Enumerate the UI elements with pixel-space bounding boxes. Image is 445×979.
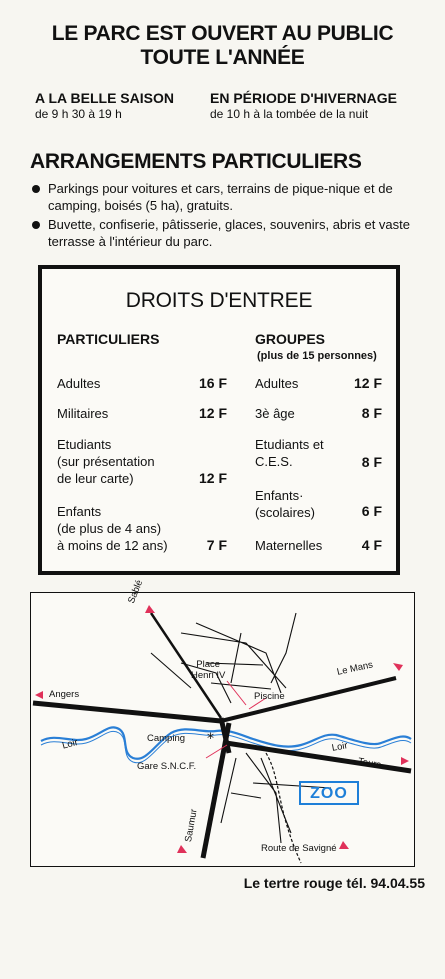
arrow-route-icon [339, 841, 349, 849]
list-item: Buvette, confiserie, pâtisserie, glaces, souvenirs, abris et vaste terrasse à l'intérieur du parc. [30, 216, 430, 250]
groupes-label-3e-age: 3è âge [255, 406, 295, 421]
arrow-saumur-icon [177, 845, 187, 853]
access-map [30, 578, 415, 867]
particuliers-price-adultes: 16 F [198, 375, 227, 391]
particuliers-price-militaires: 12 F [198, 405, 227, 421]
groupes-label-adultes: Adultes [255, 376, 299, 391]
map-label-sable: Sablé [126, 578, 146, 606]
groupes-price-etudiants: 8 F [361, 454, 382, 470]
headline-line-2: TOUTE L'ANNÉE [140, 46, 305, 69]
groupes-label-maternelles: Maternelles [255, 538, 323, 553]
map-svg [31, 593, 414, 866]
groupes-price-3e-age: 8 F [361, 405, 382, 421]
groupes-label-etudiants: Etudiants et C.E.S. [255, 437, 324, 469]
headline-line-1: LE PARC EST OUVERT AU PUBLIC [51, 22, 394, 45]
road-angers [33, 703, 221, 721]
map-label-gare: Gare S.N.C.F. [137, 761, 197, 772]
particuliers-label-militaires: Militaires [57, 406, 109, 421]
arrow-angers-icon [35, 691, 43, 699]
map-label-camping: Camping [147, 733, 186, 744]
groupes-subheading: (plus de 15 personnes) [257, 350, 377, 362]
map-label-route: Route de Savigné [261, 843, 337, 854]
camping-star-icon: * [207, 731, 214, 747]
list-item: Parkings pour voitures et cars, terrains de pique-nique et de camping, boisés (5 ha), gratuits. [30, 180, 430, 214]
season-winter-hours: de 10 h à la tombée de la nuit [210, 107, 369, 121]
groupes-label-enfants: Enfants· (scolaires) [255, 488, 315, 520]
droits-title: DROITS D'ENTREE [125, 289, 313, 312]
map-label-loir-right: Loir [331, 740, 349, 754]
particuliers-label-adultes: Adultes [57, 376, 101, 391]
bullet-icon [32, 185, 40, 193]
groupes-price-maternelles: 4 F [361, 537, 382, 553]
droits-entree-box [38, 265, 400, 575]
groupes-heading: GROUPES [255, 331, 326, 347]
arrow-sable-icon [145, 605, 155, 613]
arrangements-title: ARRANGEMENTS PARTICULIERS [30, 150, 362, 173]
particuliers-heading: PARTICULIERS [57, 331, 160, 347]
season-summer-hours: de 9 h 30 à 19 h [35, 107, 122, 121]
particuliers-label-etudiants: Etudiants (sur présentation de leur carte) [57, 437, 155, 486]
map-label-place: Place Henri IV [191, 659, 226, 681]
groupes-price-adultes: 12 F [353, 375, 382, 391]
particuliers-price-enfants: 7 F [206, 537, 227, 553]
particuliers-label-enfants: Enfants (de plus de 4 ans) à moins de 12 ans) [57, 504, 168, 553]
road-le-mans [221, 678, 396, 721]
map-label-tours: Tours [357, 756, 382, 771]
streets [151, 613, 331, 843]
map-label-saumur: Saumur [183, 808, 200, 843]
season-summer-title: A LA BELLE SAISON [35, 90, 174, 106]
arrow-tours-icon [401, 757, 409, 765]
particuliers-price-etudiants: 12 F [198, 470, 227, 486]
footer-contact: Le tertre rouge tél. 94.04.55 [243, 875, 425, 891]
map-label-le-mans: Le Mans [336, 659, 374, 678]
map-label-angers: Angers [49, 689, 80, 700]
road-tours [226, 743, 411, 771]
groupes-price-enfants: 6 F [361, 503, 382, 519]
map-label-loir-left: Loir [61, 736, 80, 752]
arrangements-list [30, 180, 430, 252]
map-label-zoo: ZOO [299, 781, 359, 805]
arrow-le-mans-icon [393, 663, 403, 671]
map-label-piscine: Piscine [254, 691, 285, 702]
season-winter-title: EN PÉRIODE D'HIVERNAGE [210, 90, 397, 106]
bullet-icon [32, 221, 40, 229]
